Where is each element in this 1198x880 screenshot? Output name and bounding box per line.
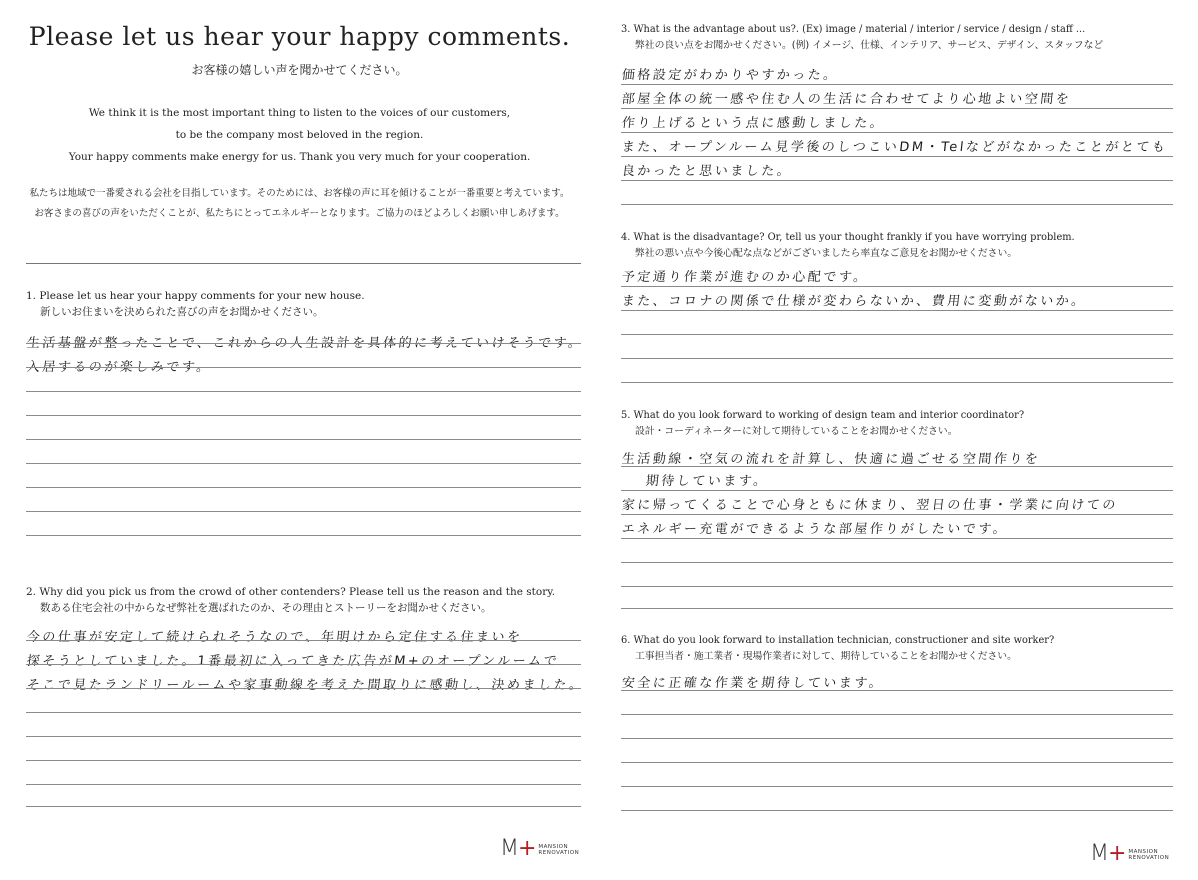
answer-5-line: 生活動線・空気の流れを計算し、快適に過ごせる空間作りを — [621, 452, 1042, 467]
answer-5-area — [621, 444, 1173, 612]
writing-line — [26, 760, 581, 761]
writing-line — [26, 712, 581, 713]
logo-plus: + — [1107, 841, 1126, 866]
writing-line — [26, 736, 581, 737]
intro-en-line: We think it is the most important thing to listen to the voices of our customers, — [88, 107, 511, 119]
writing-line — [621, 310, 1173, 311]
writing-line — [621, 690, 1173, 691]
writing-line — [26, 463, 581, 464]
answer-3-line: また、オープンルーム見学後のしつこいDM・Telなどがなかったことがとても — [621, 140, 1169, 155]
question-4-en: 4. What is the disadvantage? Or, tell us your thought frankly if you have worrying problem. — [621, 232, 1075, 243]
answer-4-line: また、コロナの関係で仕様が変わらないか、費用に変動がないか。 — [621, 294, 1088, 309]
writing-line — [26, 343, 581, 344]
question-6-en: 6. What do you look forward to installation technician, constructioner and site worker? — [621, 635, 1055, 646]
intro-en-line: Your happy comments make energy for us. Thank you very much for your cooperation. — [68, 151, 531, 163]
answer-1-line: 入居するのが楽しみです。 — [26, 360, 213, 375]
logo-text-line2: RENOVATION — [1128, 855, 1170, 861]
intro-japanese — [0, 184, 599, 224]
writing-line — [26, 391, 581, 392]
question-2-ja: 数ある住宅会社の中からなぜ弊社を選ばれたのか、その理由とストーリーをお聞かせください。 — [40, 602, 492, 614]
answer-3-line: 価格設定がわかりやすかった。 — [621, 68, 840, 83]
writing-line — [26, 784, 581, 785]
answer-5-line: 家に帰ってくることで心身ともに休まり、翌日の仕事・学業に向けての — [621, 498, 1119, 513]
logo-m: M — [500, 836, 518, 861]
answer-6-area — [621, 668, 1173, 816]
writing-line — [26, 640, 581, 641]
writing-line — [26, 806, 581, 807]
logo-text — [538, 844, 579, 856]
answer-3-line: 作り上げるという点に感動しました。 — [621, 116, 887, 131]
question-1 — [26, 288, 365, 320]
company-logo — [500, 836, 579, 861]
writing-line — [621, 466, 1173, 467]
writing-line — [26, 664, 581, 665]
question-1-en: 1. Please let us hear your happy comments for your new house. — [26, 290, 365, 302]
question-4-ja: 弊社の悪い点や今後心配な点などがございましたら率直なご意見をお聞かせください。 — [635, 248, 1018, 259]
writing-line — [621, 608, 1173, 609]
question-5-ja: 設計・コーディネーターに対して期待していることをお聞かせください。 — [635, 426, 958, 437]
writing-line — [621, 286, 1173, 287]
page-subtitle: お客様の嬉しい声を聞かせてください。 — [191, 63, 408, 77]
writing-line — [26, 511, 581, 512]
question-1-ja: 新しいお住まいを決められた喜びの声をお聞かせください。 — [40, 306, 324, 318]
writing-line — [621, 490, 1173, 491]
answer-2-area — [26, 618, 586, 808]
question-2 — [26, 584, 555, 616]
writing-line — [621, 84, 1173, 85]
question-2-en: 2. Why did you pick us from the crowd of other contenders? Please tell us the reason and the story. — [26, 586, 556, 598]
writing-line — [621, 738, 1173, 739]
writing-line — [621, 180, 1173, 181]
answer-3-area — [621, 62, 1173, 210]
logo-text-line1: MANSION — [1128, 849, 1159, 855]
writing-line — [26, 535, 581, 536]
logo-plus: + — [517, 836, 536, 861]
writing-line — [621, 204, 1173, 205]
writing-line — [621, 762, 1173, 763]
answer-4-area — [621, 264, 1173, 389]
question-6-ja: 工事担当者・施工業者・現場作業者に対して、期待していることをお聞かせください。 — [635, 651, 1017, 662]
writing-line — [26, 487, 581, 488]
question-5 — [621, 408, 1024, 440]
writing-line — [26, 367, 581, 368]
writing-line — [621, 156, 1173, 157]
question-5-en: 5. What do you look forward to working of design team and interior coordinator? — [621, 410, 1025, 421]
logo-mark — [500, 836, 535, 861]
answer-3-line: 良かったと思いました。 — [621, 164, 794, 179]
intro-english — [0, 102, 599, 168]
writing-line — [621, 562, 1173, 563]
writing-line — [621, 786, 1173, 787]
writing-line — [621, 538, 1173, 539]
intro-en-line: to be the company most beloved in the region. — [175, 129, 424, 141]
writing-line — [26, 415, 581, 416]
right-page — [599, 0, 1198, 880]
answer-3-line: 部屋全体の統一感や住む人の生活に合わせてより心地よい空間を — [621, 92, 1073, 107]
logo-text — [1128, 849, 1169, 861]
page-title: Please let us hear your happy comments. — [28, 22, 571, 51]
writing-line — [621, 714, 1173, 715]
company-logo — [1090, 841, 1169, 866]
question-3 — [621, 22, 1103, 54]
intro-ja-line: お客さまの喜びの声をいただくことが、私たちにとってエネルギーとなります。ご協力のほどよろしくお願い申しあげます。 — [34, 208, 565, 219]
logo-mark — [1090, 841, 1125, 866]
writing-line — [621, 334, 1173, 335]
writing-line — [621, 108, 1173, 109]
writing-line — [621, 810, 1173, 811]
writing-line — [621, 382, 1173, 383]
answer-2-line: 探そうとしていました。1番最初に入ってきた広告がM+のオープンルームで — [26, 654, 560, 669]
logo-text-line1: MANSION — [538, 844, 569, 850]
question-3-ja: 弊社の良い点をお聞かせください。(例) イメージ、仕様、インテリア、サービス、デザイン、スタッフなど — [635, 40, 1104, 51]
writing-line — [26, 439, 581, 440]
logo-m: M — [1090, 841, 1108, 866]
intro-ja-line: 私たちは地域で一番愛される会社を目指しています。そのためには、お客様の声に耳を傾けることが一番重要と考えています。 — [29, 188, 570, 199]
answer-2-line: 今の仕事が安定して続けられそうなので、年明けから定住する住まいを — [26, 630, 524, 645]
answer-5-line: 期待しています。 — [645, 474, 770, 489]
question-6 — [621, 633, 1054, 665]
answer-6-line: 安全に正確な作業を期待しています。 — [621, 676, 886, 691]
answer-1-line: 生活基盤が整ったことで、これからの人生設計を具体的に考えていけそうです。 — [26, 336, 585, 351]
answer-2-line: そこで見たランドリールームや家事動線を考えた間取りに感動し、決めました。 — [26, 678, 586, 693]
answer-4-line: 予定通り作業が進むのか心配です。 — [621, 270, 870, 285]
answer-1-area — [26, 320, 585, 542]
question-3-en: 3. What is the advantage about us?. (Ex) image / material / interior / service / design / staff ... — [621, 24, 1086, 35]
answer-5-line: エネルギー充電ができるような部屋作りがしたいです。 — [621, 522, 1010, 537]
writing-line — [621, 358, 1173, 359]
writing-line — [621, 132, 1173, 133]
writing-line — [621, 586, 1173, 587]
question-4 — [621, 230, 1075, 262]
logo-text-line2: RENOVATION — [538, 850, 580, 856]
writing-line — [26, 688, 581, 689]
writing-line — [621, 514, 1173, 515]
section-divider — [26, 263, 581, 264]
